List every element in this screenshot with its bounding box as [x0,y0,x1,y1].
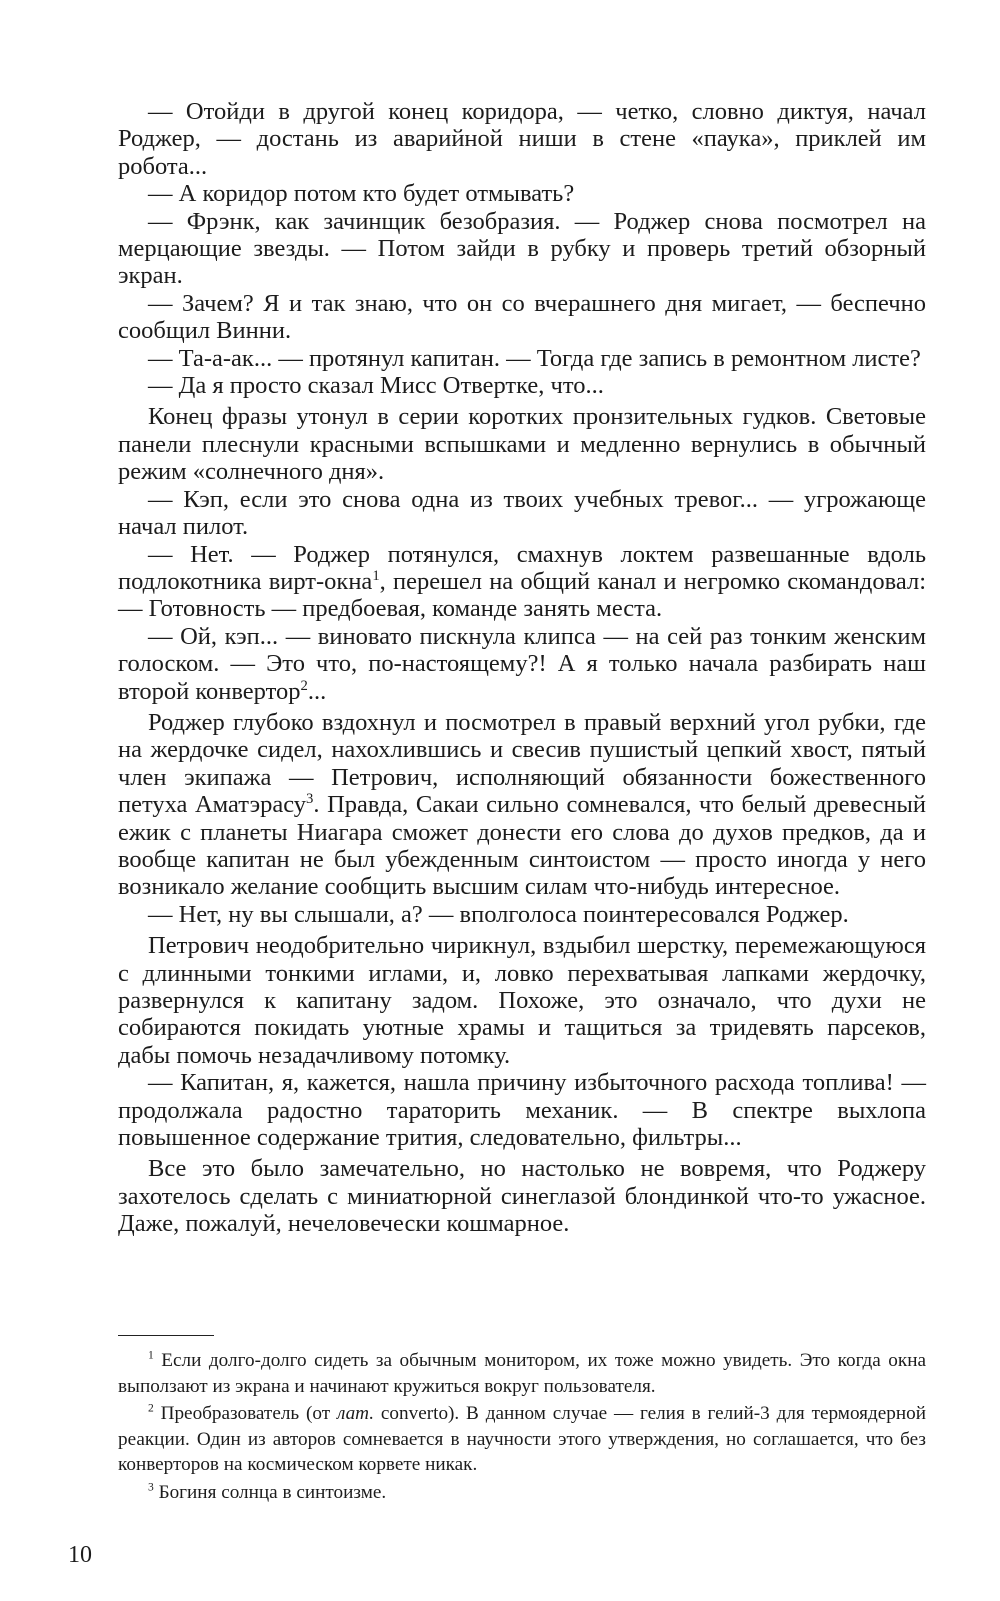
paragraph: Все это было замечательно, но настолько не вовремя, что Роджеру захотелось сделать с миниатюрной синеглазой блондинкой что-то ужасное. Даже, пожалуй, нечеловечески кошмарное. [118,1155,926,1238]
footnote [118,1480,926,1506]
paragraph-text: Роджер глубоко вздохнул и посмотрел в правый верхний угол рубки, где на жердочке сидел, нахохлившись и свесив пушистый цепкий хвост, пятый член экипажа — Петрович, исполняющий обязанности божественного петуха Аматэрасу [118,708,926,819]
paragraph-text: — Ой, кэп... — виновато пискнула клипса — на сей раз тонким женским голоском. — Это что, по-настоящему?! А я только начала разбирать наш второй конвертор [118,622,926,705]
paragraph: — Фрэнк, как зачинщик безобразия. — Роджер снова посмотрел на мерцающие звезды. — Потом зайди в рубку и проверь третий обзорный экран. [118,207,926,290]
footnote-text: Если долго-долго сидеть за обычным монитором, их тоже можно увидеть. Это когда окна выползают из экрана и начинают кружиться вокруг пользователя. [118,1350,927,1397]
footnote-marker: 3 [306,791,314,807]
paragraph: — Кэп, если это снова одна из твоих учебных тревог... — угрожающе начал пилот. [118,485,926,541]
footnote-italic: лат. [336,1403,375,1424]
paragraph: — Нет, ну вы слышали, а? — вполголоса поинтересовался Роджер. [148,900,849,928]
paragraph-text: . Правда, Сакаи сильно сомневался, что белый древесный ежик с планеты Ниагара сможет донести его слова до духов предков, да и вообще капитан не был убежденным синтоистом — просто иногда у него возникало желание сообщить высшим силам что-нибудь интересное. [118,791,927,901]
paragraph [118,541,926,623]
paragraph: — Та-а-ак... — протянул капитан. — Тогда где запись в ремонтном листе? [148,344,921,372]
paragraph-text: — Нет. — Роджер потянулся, смахнув локтем развешанные вдоль подлокотника вирт-окна [118,540,926,595]
paragraph [118,709,926,901]
paragraph: — Капитан, я, кажется, нашла причину избыточного расхода топлива! — продолжала радостно тараторить механик. — В спектре выхлопа повышенное содержание трития, следовательно, фильтры... [118,1069,926,1152]
footnote-text: Богиня солнца в синтоизме. [158,1481,387,1503]
paragraph: — А коридор потом кто будет отмывать? [148,180,575,208]
footnote-number: 1 [148,1349,154,1362]
footnote [118,1348,926,1399]
footnote-marker: 1 [372,567,380,584]
paragraph: — Зачем? Я и так знаю, что он со вчерашнего дня мигает, — беспечно сообщил Винни. [118,289,926,345]
paragraph: — Отойди в другой конец коридора, — четко, словно диктуя, начал Роджер, — достань из аварийной ниши в стене «паука», приклей им робота... [118,98,926,180]
footnote-number: 2 [148,1402,154,1415]
paragraph: Конец фразы утонул в серии коротких пронзительных гудков. Световые панели плеснули красными вспышками и медленно вернулись в обычный режим «солнечного дня». [118,403,926,486]
footnote-text: Преобразователь (от [160,1403,337,1424]
footnotes [118,1348,926,1507]
paragraph: Петрович неодобрительно чирикнул, вздыбил шерстку, перемежающуюся с длинными тонкими иглами, и, ловко перехватывая лапками жердочку, развернулся к капитану задом. Похоже, это означало, что духи не собираются покидать уютные храмы и тащиться за тридевять парсеков, дабы помочь незадачливому потомку. [118,932,926,1069]
footnote [118,1401,926,1478]
footnote-number: 3 [148,1481,154,1494]
paragraph [118,623,926,705]
paragraph-text: ... [307,677,327,705]
page-number: 10 [68,1542,92,1568]
footnote-divider [118,1335,214,1336]
paragraph: — Да я просто сказал Мисс Отвертке, что... [148,372,604,400]
body-text [118,98,926,1238]
footnote-text: converto). В данном случае — гелия в гелий-3 для термоядерной реакции. Один из авторов сомневается в научности этого утверждения, но соглашается, что без конверторов на космическом корвете никак. [118,1403,926,1475]
footnote-marker: 2 [300,677,308,694]
paragraph-text: , перешел на общий канал и негромко скомандовал: — Готовность — предбоевая, команде занять места. [118,567,926,623]
